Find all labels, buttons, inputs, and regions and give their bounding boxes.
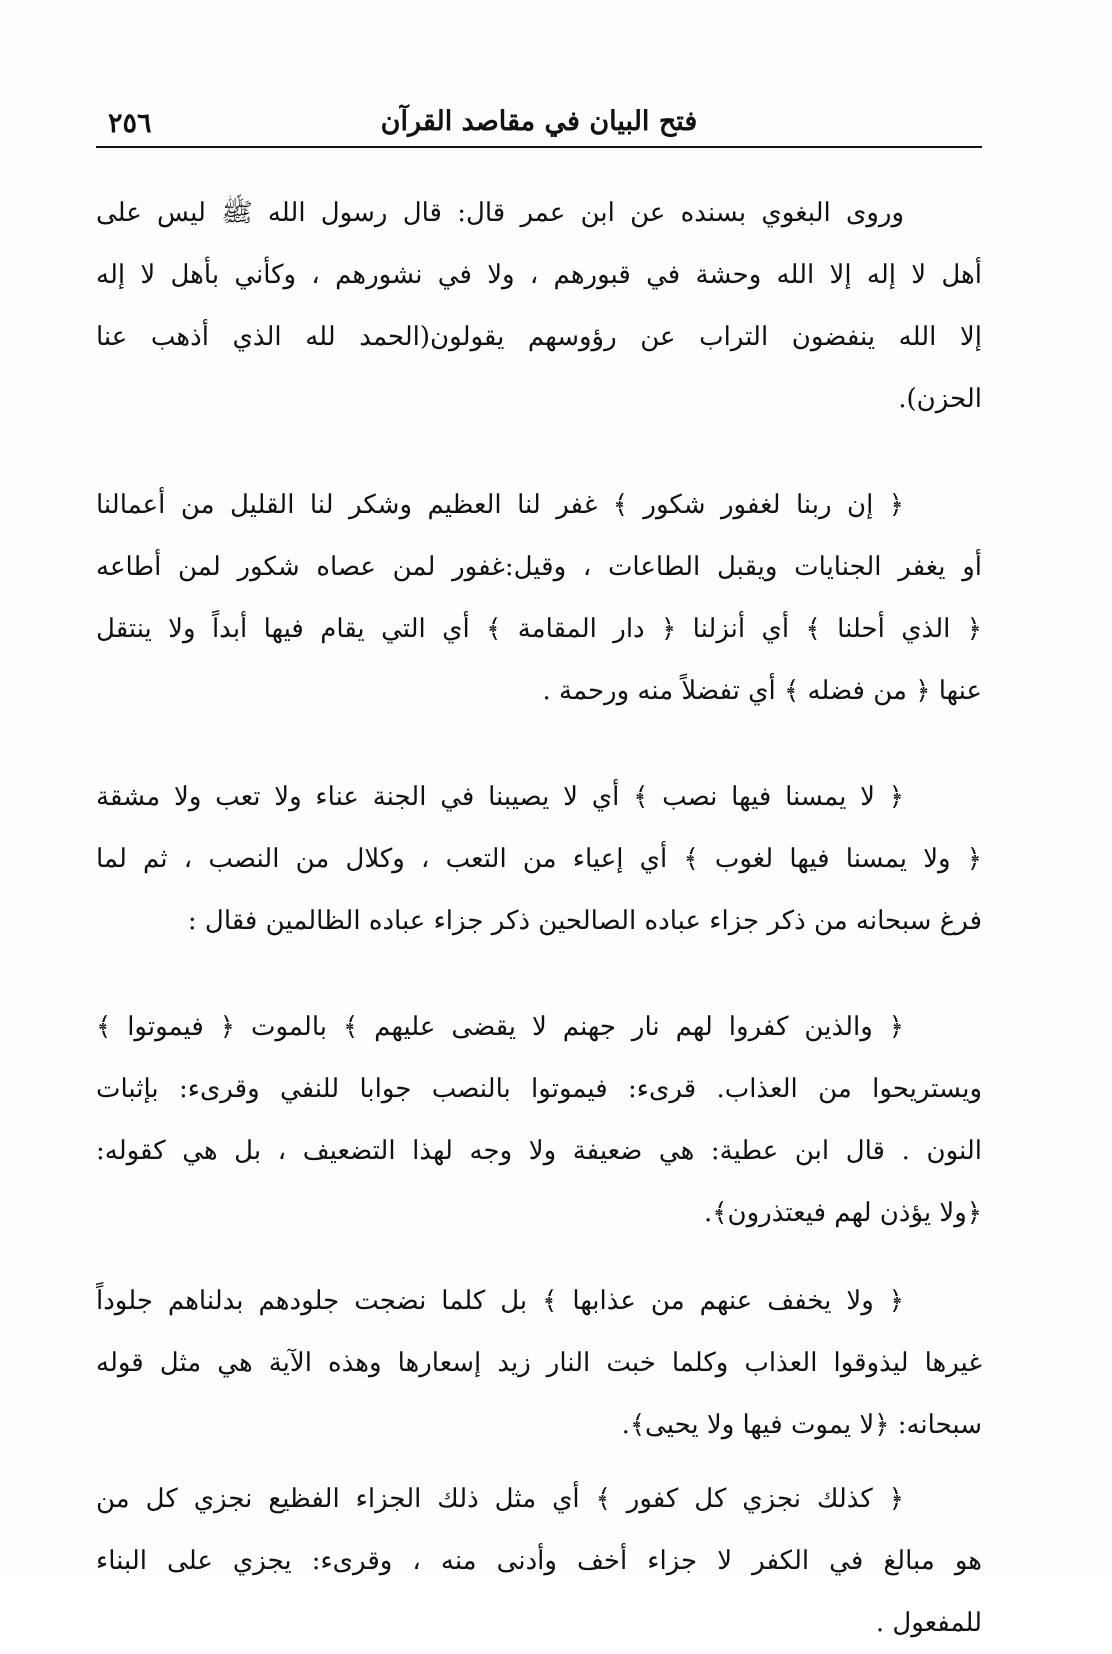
text-line: للمفعول . [875, 1608, 982, 1638]
text-line: عنها ﴿ من فضله ﴾ أي تفضلاً منه ورحمة . [542, 676, 982, 706]
text-line: ﴿ لا يمسنا فيها نصب ﴾ أي لا يصيبنا في الجنة عناء ولا تعب ولا مشقة [96, 782, 904, 812]
text-line: أو يغفر الجنايات ويقبل الطاعات ، وقيل:غفور لمن عصاه شكور لمن أطاعه [96, 552, 982, 582]
paragraph-5 [96, 1270, 982, 1456]
text-line: النون . قال ابن عطية: هي ضعيفة ولا وجه لهذا التضعيف ، بل هي كقوله: [96, 1136, 982, 1166]
text-line: ويستريحوا من العذاب. قرىء: فيموتوا بالنصب جوابا للنفي وقرىء: بإثبات [96, 1074, 982, 1104]
text-line: سبحانه: ﴿لا يموت فيها ولا يحيى﴾. [621, 1410, 982, 1440]
paragraph-1 [96, 182, 982, 430]
text-line: فرغ سبحانه من ذكر جزاء عباده الصالحين ذكر جزاء عباده الظالمين فقال : [187, 906, 982, 936]
text-line: ﴿ إن ربنا لغفور شكور ﴾ غفر لنا العظيم وشكر لنا القليل من أعمالنا [96, 490, 904, 520]
paragraph-3 [96, 766, 982, 952]
text-line: هو مبالغ في الكفر لا جزاء أخف وأدنى منه ، وقرىء: يجزي على البناء [96, 1546, 982, 1576]
text-line: ﴿ ولا يخفف عنهم من عذابها ﴾ بل كلما نضجت جلودهم بدلناهم جلوداً [96, 1286, 904, 1316]
text-line: الحزن). [898, 384, 982, 414]
text-line: وروى البغوي بسنده عن ابن عمر قال: قال رسول الله ﷺ ليس على [96, 198, 904, 228]
text-line: غيرها ليذوقوا العذاب وكلما خبت النار زيد إسعارها وهذه الآية هي مثل قوله [96, 1348, 982, 1378]
text-line: ﴿ والذين كفروا لهم نار جهنم لا يقضى عليهم ﴾ بالموت ﴿ فيموتوا ﴾ [96, 1012, 904, 1042]
text-line: ﴿ الذي أحلنا ﴾ أي أنزلنا ﴿ دار المقامة ﴾ أي التي يقام فيها أبداً ولا ينتقل [96, 614, 982, 644]
body-text [96, 182, 982, 1654]
running-header [96, 96, 982, 148]
text-line: إلا الله ينفضون التراب عن رؤوسهم يقولون(الحمد لله الذي أذهب عنا [96, 322, 982, 352]
paragraph-2 [96, 474, 982, 722]
text-line: ﴿ كذلك نجزي كل كفور ﴾ أي مثل ذلك الجزاء الفظيع نجزي كل من [96, 1484, 904, 1514]
text-line: ﴿ ولا يمسنا فيها لغوب ﴾ أي إعياء من التعب ، وكلال من النصب ، ثم لما [96, 844, 982, 874]
page-number: ٢٥٦ [108, 108, 152, 139]
paragraph-6 [96, 1468, 982, 1654]
text-line: ﴿ولا يؤذن لهم فيعتذرون﴾. [704, 1198, 982, 1228]
text-line: أهل لا إله إلا الله وحشة في قبورهم ، ولا في نشورهم ، وكأني بأهل لا إله [96, 260, 982, 290]
paragraph-4 [96, 996, 982, 1244]
book-title: فتح البيان في مقاصد القرآن [380, 106, 698, 137]
